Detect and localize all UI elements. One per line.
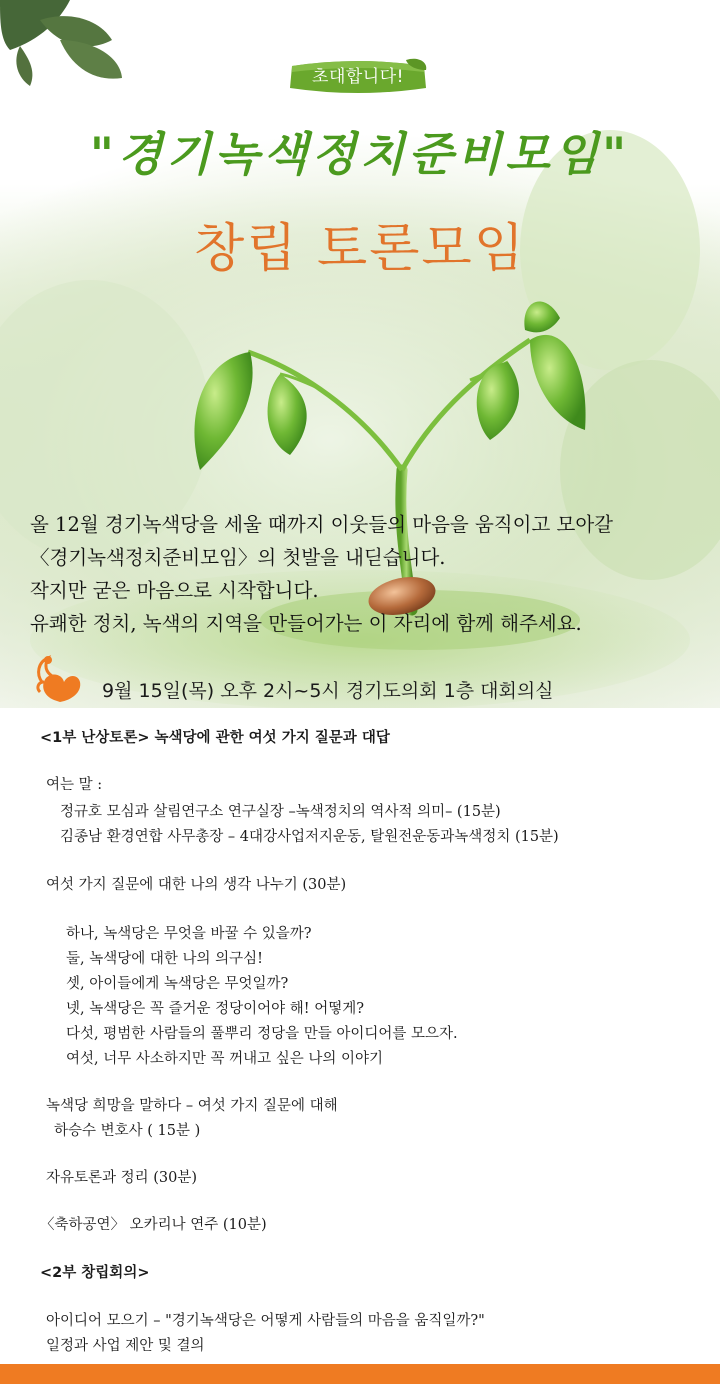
intro-line: 올 12월 경기녹색당을 세울 때까지 이웃들의 마음을 움직이고 모아갈	[30, 513, 614, 536]
part2-item: 일정과 사업 제안 및 결의	[46, 1338, 205, 1354]
intro-line: 〈경기녹색정치준비모임〉의 첫발을 내딛습니다.	[30, 546, 446, 569]
event-subtitle: 창립 토론모임	[194, 219, 526, 279]
performance: 〈축하공연〉 오카리나 연주 (10분)	[40, 1217, 267, 1233]
flower-icon	[34, 652, 84, 704]
part2-heading: <2부 창립회의>	[40, 1265, 150, 1281]
invite-badge-label: 초대합니다!	[312, 67, 404, 87]
intro-line: 유쾌한 정치, 녹색의 지역을 만들어가는 이 자리에 함께 해주세요.	[30, 612, 582, 635]
hope-title: 녹색당 희망을 말하다 – 여섯 가지 질문에 대해	[46, 1098, 338, 1114]
event-date-location: 9월 15일(목) 오후 2시~5시 경기도의회 1층 대회의실	[102, 680, 554, 702]
question-item: 넷, 녹색당은 꼭 즐거운 정당이어야 해! 어떻게?	[66, 1001, 364, 1017]
question-item: 하나, 녹색당은 무엇을 바꿀 수 있을까?	[66, 926, 312, 942]
question-item: 둘, 녹색당에 대한 나의 의구심!	[66, 951, 263, 967]
program-section	[0, 708, 720, 1368]
question-item: 셋, 아이들에게 녹색당은 무엇일까?	[66, 976, 289, 992]
bottom-accent-bar	[0, 1364, 720, 1384]
questions-intro: 여섯 가지 질문에 대한 나의 생각 나누기 (30분)	[46, 877, 347, 893]
part1-heading: <1부 난상토론> 녹색당에 관한 여섯 가지 질문과 대답	[40, 730, 390, 746]
opening-item: 김종남 환경연합 사무총장 – 4대강사업저지운동, 탈원전운동과녹색정치 (15분)	[60, 829, 559, 845]
opening-label: 여는 말 :	[46, 777, 103, 793]
event-title: "경기녹색정치준비모임"	[89, 127, 631, 181]
intro-line: 작지만 굳은 마음으로 시작합니다.	[30, 579, 319, 602]
intro-text	[30, 508, 720, 640]
question-item: 다섯, 평범한 사람들의 풀뿌리 정당을 만들 아이디어를 모으자.	[66, 1026, 458, 1042]
hope-speaker: 하승수 변호사 ( 15분 )	[54, 1123, 201, 1139]
opening-item: 정규호 모심과 살림연구소 연구실장 –녹색정치의 역사적 의미– (15분)	[60, 804, 501, 820]
question-item: 여섯, 너무 사소하지만 꼭 꺼내고 싶은 나의 이야기	[66, 1051, 384, 1067]
part2-item: 아이디어 모으기 – "경기녹색당은 어떻게 사람들의 마음을 움직일까?"	[46, 1313, 485, 1329]
free-discussion: 자유토론과 정리 (30분)	[46, 1170, 198, 1186]
